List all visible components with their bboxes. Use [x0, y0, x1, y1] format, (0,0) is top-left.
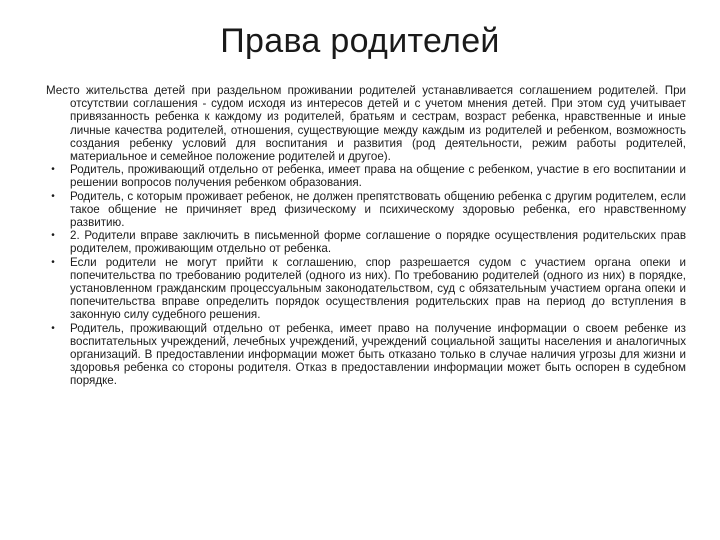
list-item: [46, 163, 686, 189]
list-item-text: 2. Родители вправе заключить в письменной форме соглашение о порядке осуществления родительских прав родителем, проживающим отдельно от ребенка.: [70, 229, 686, 256]
bullet-list: [46, 163, 686, 387]
list-item-text: Если родители не могут прийти к соглашению, спор разрешается судом с участием органа опеки и попечительства по требованию родителей (одного из них). По требованию родителей (одного из них) в порядке, установленном гражданским процессуальным законодательством, суд с обязательным участием органа опеки и попечительства вправе определить порядок осуществления родительских прав на период до вступления в законную силу судебного решения.: [70, 255, 686, 322]
list-item: [46, 229, 686, 255]
bullet-icon: •: [51, 164, 55, 176]
list-item-text: Родитель, проживающий отдельно от ребенка, имеет права на общение с ребенком, участие в его воспитании и решении вопросов получения ребенком образования.: [70, 163, 686, 190]
list-item-text: Родитель, с которым проживает ребенок, не должен препятствовать общению ребенка с другим родителем, если такое общение не причиняет вред физическому и психическому здоровью ребенка, его нравственному развитию.: [70, 189, 686, 230]
slide-body: [46, 84, 686, 388]
intro-paragraph: Место жительства детей при раздельном проживании родителей устанавливается соглашением родителей. При отсутствии соглашения - судом исходя из интересов детей и с учетом мнения детей. При этом суд учитывает привязанность ребенка к каждому из родителей, братьям и сестрам, возраст ребенка, нравственные и иные личные качества родителей, отношения, существующие между каждым из родителей и ребенком, возможность создания ребенку условий для воспитания и развития (род деятельности, режим работы родителей, материальное и семейное положение родителей и другое).: [46, 84, 686, 164]
list-item: [46, 322, 686, 388]
bullet-icon: •: [51, 190, 55, 202]
list-item: [46, 190, 686, 230]
list-item-text: Родитель, проживающий отдельно от ребенка, имеет право на получение информации о своем ребенке из воспитательных учреждений, лечебных учреждений, учреждений социальной защиты населения и аналогичных организаций. В предоставлении информации может быть отказано только в случае наличия угрозы для жизни и здоровья ребенка со стороны родителя. Отказ в предоставлении информации может быть оспорен в судебном порядке.: [70, 321, 686, 388]
bullet-icon: •: [51, 256, 55, 268]
slide-title: Права родителей: [220, 22, 500, 60]
bullet-icon: •: [51, 322, 55, 334]
bullet-icon: •: [51, 230, 55, 242]
list-item: [46, 256, 686, 322]
